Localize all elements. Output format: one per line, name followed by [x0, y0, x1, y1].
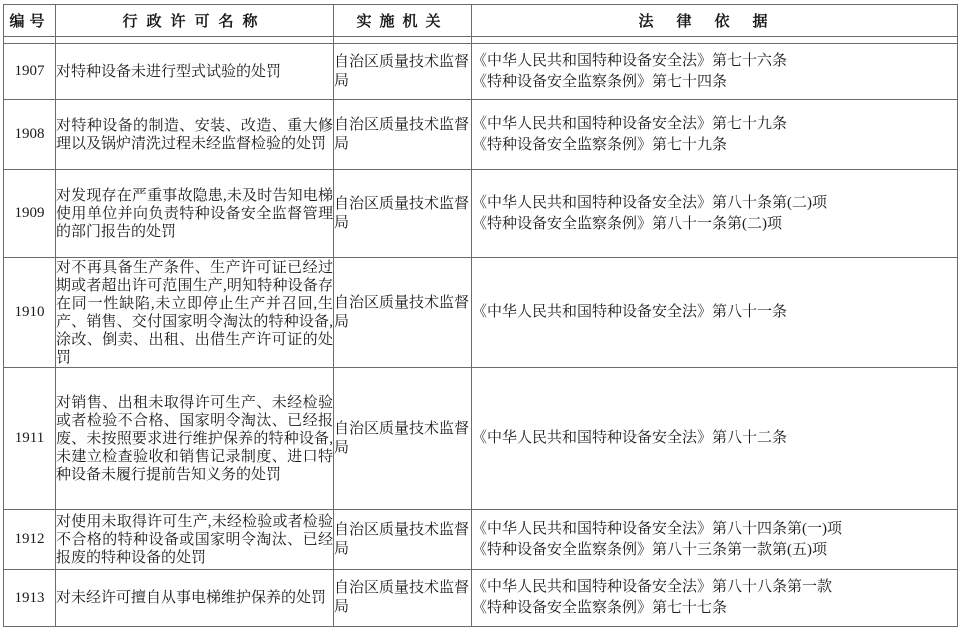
row-id-cell: 1910 — [4, 258, 56, 368]
row-permit-name-cell: 对特种设备的制造、安装、改造、重大修理以及锅炉清洗过程未经监督检验的处罚 — [56, 100, 334, 170]
table-row — [4, 170, 958, 258]
header-legal-basis: 法律依据 — [472, 5, 958, 37]
row-agency-cell: 自治区质量技术监督局 — [334, 170, 472, 258]
header-id: 编号 — [4, 5, 56, 37]
row-id-cell: 1909 — [4, 170, 56, 258]
row-id-cell: 1913 — [4, 570, 56, 627]
legal-basis-line: 《中华人民共和国特种设备安全法》第八十八条第一款 — [472, 579, 833, 595]
row-id-cell: 1912 — [4, 510, 56, 570]
row-id-cell: 1911 — [4, 368, 56, 510]
row-agency-cell: 自治区质量技术监督局 — [334, 100, 472, 170]
row-legal-basis-cell — [472, 570, 958, 627]
spacer-cell — [472, 37, 958, 44]
row-legal-basis-cell — [472, 368, 958, 510]
spacer-cell — [334, 37, 472, 44]
legal-basis-line: 《特种设备安全监察条例》第七十四条 — [472, 73, 728, 90]
legal-basis-line: 《特种设备安全监察条例》第八十三条第一款第(五)项 — [472, 541, 827, 558]
administrative-penalty-table — [3, 4, 958, 627]
header-double-rule-spacer — [4, 37, 958, 44]
header-agency: 实施机关 — [334, 5, 472, 37]
row-legal-basis-cell — [472, 258, 958, 368]
row-id-cell: 1908 — [4, 100, 56, 170]
row-agency-cell: 自治区质量技术监督局 — [334, 258, 472, 368]
row-legal-basis-cell — [472, 170, 958, 258]
row-permit-name-cell: 对发现存在严重事故隐患,未及时告知电梯使用单位并向负责特种设备安全监督管理的部门报告的处罚 — [56, 170, 334, 258]
row-agency-cell: 自治区质量技术监督局 — [334, 510, 472, 570]
table-header-row — [4, 5, 958, 37]
row-agency-cell: 自治区质量技术监督局 — [334, 44, 472, 100]
spacer-cell — [56, 37, 334, 44]
table-row — [4, 100, 958, 170]
row-agency-cell: 自治区质量技术监督局 — [334, 570, 472, 627]
table-row — [4, 258, 958, 368]
row-permit-name-cell: 对使用未取得许可生产,未经检验或者检验不合格的特种设备或国家明令淘汰、已经报废的特种设备的处罚 — [56, 510, 334, 570]
row-legal-basis-cell — [472, 44, 958, 100]
row-id-cell: 1907 — [4, 44, 56, 100]
table-row — [4, 368, 958, 510]
legal-basis-line: 《中华人民共和国特种设备安全法》第八十一条 — [472, 304, 788, 320]
row-legal-basis-cell — [472, 100, 958, 170]
row-permit-name-cell: 对不再具备生产条件、生产许可证已经过期或者超出许可范围生产,明知特种设备存在同一性缺陷,未立即停止生产并召回,生产、销售、交付国家明令淘汰的特种设备,涂改、倒卖、出租、出借生产许可证的处罚 — [56, 259, 333, 366]
table-row — [4, 570, 958, 627]
row-legal-basis-cell — [472, 510, 958, 570]
row-permit-name-cell: 对销售、出租未取得许可生产、未经检验或者检验不合格、国家明令淘汰、已经报废、未按照要求进行维护保养的特种设备,未建立检查验收和销售记录制度、进口特种设备未履行提前告知义务的处罚 — [56, 368, 334, 510]
row-agency-cell: 自治区质量技术监督局 — [334, 368, 472, 510]
table-row — [4, 44, 958, 100]
legal-basis-line: 《特种设备安全监察条例》第八十一条第(二)项 — [472, 215, 782, 232]
legal-basis-line: 《中华人民共和国特种设备安全法》第八十四条第(一)项 — [472, 520, 842, 537]
legal-basis-line: 《中华人民共和国特种设备安全法》第七十九条 — [472, 115, 788, 132]
table-row — [4, 510, 958, 570]
spacer-cell — [4, 37, 56, 44]
legal-basis-line: 《中华人民共和国特种设备安全法》第七十六条 — [472, 52, 788, 69]
row-permit-name-cell: 对特种设备未进行型式试验的处罚 — [56, 44, 334, 100]
header-permit-name: 行政许可名称 — [56, 5, 334, 37]
row-permit-name-cell: 对未经许可擅自从事电梯维护保养的处罚 — [56, 570, 334, 627]
legal-basis-line: 《中华人民共和国特种设备安全法》第八十二条 — [472, 430, 788, 446]
legal-basis-line: 《特种设备安全监察条例》第七十九条 — [472, 136, 728, 153]
legal-basis-line: 《中华人民共和国特种设备安全法》第八十条第(二)项 — [472, 194, 827, 211]
legal-basis-line: 《特种设备安全监察条例》第七十七条 — [472, 600, 728, 616]
